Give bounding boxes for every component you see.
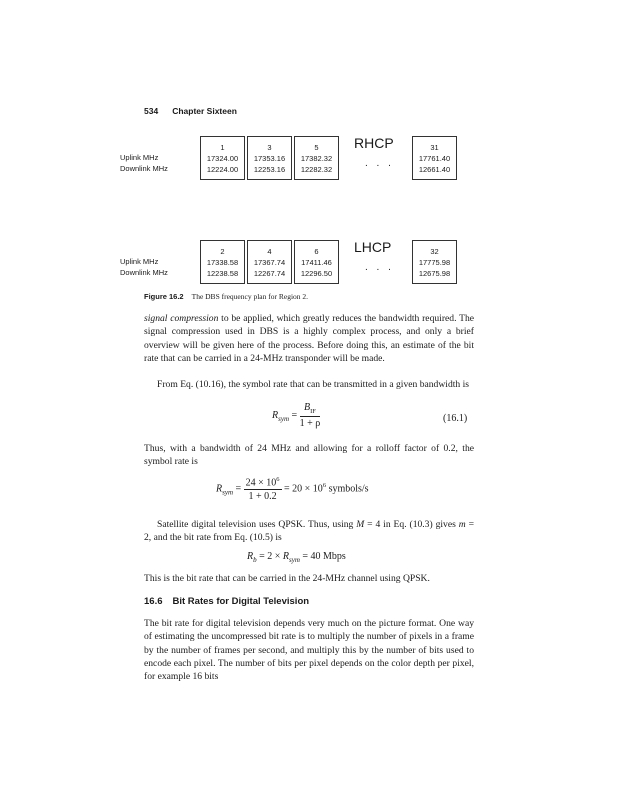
paragraph-text: = 4 in Eq. (10.3) gives	[364, 519, 459, 530]
channel-number: 2	[220, 247, 225, 256]
row-labels	[120, 256, 168, 278]
channel-number: 6	[314, 247, 319, 256]
paragraph-4	[144, 518, 474, 545]
eq-subscript: sym	[278, 414, 289, 423]
figure-label: Figure 16.2	[144, 292, 184, 301]
uplink-freq: 17338.58	[206, 258, 239, 267]
paragraph-text: Satellite digital television uses QPSK. Thus, using	[157, 519, 357, 530]
lhcp-frequency-plan	[120, 240, 460, 284]
page-header	[144, 106, 237, 116]
downlink-freq: 12282.32	[300, 165, 333, 174]
uplink-freq: 17411.46	[301, 258, 332, 267]
eq-result: = 20 × 10	[281, 483, 323, 495]
eq-operator: =	[289, 409, 300, 421]
ellipsis: . . .	[365, 158, 394, 169]
eq-symbol: R	[282, 551, 289, 562]
paragraph-5	[144, 572, 474, 585]
channel-number: 1	[220, 143, 225, 152]
channel-number: 31	[430, 143, 439, 152]
paragraph-text: The bit rate for digital television depends very much on the picture format. One way of estimating the uncompressed bit rate is to multiply the number of pixels in a frame by the number of frames per second, and multiply this by the number of bits used to encode each pixel. The number of bits per pixel depends on the color depth per pixel, for example 16 bits	[144, 618, 474, 683]
uplink-freq: 17761.40	[418, 154, 451, 163]
channel-number: 32	[430, 247, 439, 256]
uplink-label: Uplink MHz	[120, 257, 159, 266]
eq-symbol: R	[247, 551, 254, 562]
eq-operator: =	[233, 483, 244, 495]
eq-denominator: 1 + 0.2	[248, 491, 277, 503]
eq-denominator: 1 + ρ	[299, 418, 321, 429]
eq-symbol: B	[304, 402, 311, 413]
section-title: Bit Rates for Digital Television	[172, 596, 310, 607]
polarization-label: LHCP	[354, 239, 392, 255]
rhcp-frequency-plan	[120, 136, 460, 180]
paragraph-3	[144, 442, 474, 469]
channel-box	[294, 136, 339, 180]
polarization-label: RHCP	[354, 135, 394, 151]
uplink-label: Uplink MHz	[120, 153, 159, 162]
page-number: 534	[144, 106, 159, 116]
downlink-freq: 12267.74	[253, 269, 286, 278]
equation-number: (16.1)	[443, 413, 468, 424]
channel-box	[200, 136, 245, 180]
downlink-freq: 12253.16	[253, 165, 286, 174]
eq-subscript: sym	[289, 556, 300, 564]
channel-box	[200, 240, 245, 284]
eq-symbol: R	[272, 409, 279, 421]
eq-subscript: sym	[222, 488, 233, 497]
downlink-freq: 12675.98	[418, 269, 451, 278]
section-heading	[144, 596, 309, 607]
paragraph-text: This is the bit rate that can be carried in the 24-MHz channel using QPSK.	[144, 573, 430, 584]
channel-number: 5	[314, 143, 319, 152]
paragraph-1	[144, 312, 474, 365]
eq-superscript: 6	[276, 476, 280, 483]
eq-subscript: IF	[310, 408, 316, 415]
channel-number: 3	[267, 143, 272, 152]
eq-unit: symbols/s	[326, 483, 369, 495]
eq-symbol: R	[216, 483, 223, 495]
paragraph-6	[144, 617, 474, 683]
uplink-freq: 17353.16	[253, 154, 286, 163]
equation-symbol-rate	[216, 476, 369, 502]
paragraph-text: = 2, and the bit rate from Eq. (10.5) is	[144, 519, 475, 544]
downlink-label: Downlink MHz	[120, 164, 168, 173]
equation-16-1	[272, 402, 320, 429]
equation-bit-rate	[247, 551, 346, 564]
channel-box	[247, 240, 292, 284]
ellipsis: . . .	[365, 262, 394, 273]
paragraph-2	[144, 378, 474, 391]
uplink-freq: 17324.00	[206, 154, 239, 163]
paragraph-text: From Eq. (10.16), the symbol rate that can be transmitted in a given bandwidth is	[157, 379, 469, 390]
figure-caption	[144, 292, 308, 301]
downlink-freq: 12296.50	[300, 269, 333, 278]
paragraph-text: Thus, with a bandwidth of 24 MHz and allowing for a rolloff factor of 0.2, the symbol rate is	[144, 443, 474, 468]
eq-subscript: b	[253, 556, 257, 564]
chapter-title: Chapter Sixteen	[172, 106, 237, 116]
uplink-freq: 17775.98	[418, 258, 451, 267]
eq-operator: = 2 ×	[256, 551, 283, 562]
figure-caption-text: The DBS frequency plan for Region 2.	[191, 292, 309, 301]
uplink-freq: 17367.74	[253, 258, 286, 267]
math-var: m	[458, 519, 466, 530]
downlink-freq: 12238.58	[206, 269, 239, 278]
italic-term: signal compression	[144, 313, 219, 324]
channel-box	[294, 240, 339, 284]
uplink-freq: 17382.32	[300, 154, 333, 163]
math-var: M	[356, 519, 365, 530]
downlink-freq: 12661.40	[418, 165, 451, 174]
downlink-label: Downlink MHz	[120, 268, 168, 277]
channel-number: 4	[267, 247, 272, 256]
channel-box	[412, 240, 457, 284]
paragraph-text: to be applied, which greatly reduces the bandwidth required. The signal compression used in DBS is a highly complex process, and only a brief overview will be given here of the process. Before doing this, an estimate of the bit rate that can be carried in a 24-MHz transponder will be made.	[144, 313, 474, 364]
row-labels	[120, 152, 168, 174]
channel-box	[247, 136, 292, 180]
downlink-freq: 12224.00	[206, 165, 239, 174]
section-number: 16.6	[144, 596, 163, 607]
eq-result: = 40 Mbps	[299, 551, 346, 562]
eq-numerator: 24 × 10	[245, 477, 277, 489]
eq-superscript: 6	[322, 482, 327, 490]
channel-box	[412, 136, 457, 180]
